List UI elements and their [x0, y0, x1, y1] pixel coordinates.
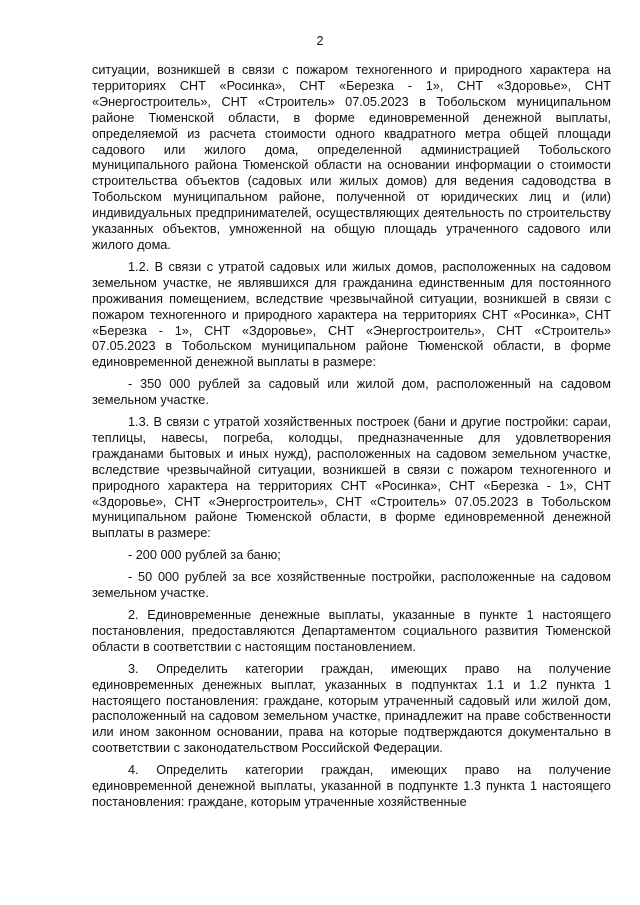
paragraph-2: 2. Единовременные денежные выплаты, указанные в пункте 1 настоящего постановления, предоставляются Департаментом социального развития Тюменской области в соответствии с настоящим постановлением.: [92, 608, 611, 654]
list-item-50000: - 50 000 рублей за все хозяйственные постройки, расположенные на садовом земельном участке.: [92, 570, 611, 601]
paragraph-continuation: ситуации, возникшей в связи с пожаром техногенного и природного характера на территориях СНТ «Росинка», СНТ «Березка - 1», СНТ «Здоровье», СНТ «Энергостроитель», СНТ «Строитель» 07.05.2023 в Тобольском муниципальном районе Тюменской области, в форме единовременной денежной выплаты, определяемой из расчета стоимости одного квадратного метра общей площади садового или жилого дома, определенной администрацией Тобольского муниципального района Тюменской области на основании информации о стоимости строительства объектов (садовых или жилых домов) для ведения садоводства в Тобольском муниципальном районе, полученной от юридических лиц и (или) индивидуальных предпринимателей, осуществляющих деятельность по строительству указанных объектов, умноженной на общую площадь утраченного садового или жилого дома.: [92, 63, 611, 252]
list-item-200000: - 200 000 рублей за баню;: [128, 548, 281, 563]
paragraph-1-3: 1.3. В связи с утратой хозяйственных построек (бани и другие постройки: сараи, теплицы, навесы, погреба, колодцы, предназначенные для удовлетворения гражданами бытовых и иных нужд), расположенных на садовом земельном участке, вследствие чрезвычайной ситуации, возникшей в связи с пожаром техногенного и природного характера на территориях СНТ «Росинка», СНТ «Березка - 1», СНТ «Здоровье», СНТ «Энергостроитель», СНТ «Строитель» 07.05.2023 в Тобольском муниципальном районе Тюменской области, в форме единовременной денежной выплаты в размере:: [92, 415, 611, 541]
page-number: 2: [316, 34, 324, 48]
paragraph-3: 3. Определить категории граждан, имеющих право на получение единовременных денежных выплат, указанных в подпунктах 1.1 и 1.2 пункта 1 настоящего постановления: граждане, которым утраченный садовый или жилой дом, расположенный на садовом земельном участке, принадлежит на праве собственности или ином законном основании, права на которые подтверждаются документально в соответствии с законодательством Российской Федерации.: [92, 661, 611, 756]
paragraph-4: 4. Определить категории граждан, имеющих право на получение единовременной денежной выплаты, указанной в подпункте 1.3 пункта 1 настоящего постановления: граждане, которым утраченные хозяйственные: [92, 763, 611, 809]
list-item-350000: - 350 000 рублей за садовый или жилой дом, расположенный на садовом земельном участке.: [92, 377, 611, 408]
paragraph-1-2: 1.2. В связи с утратой садовых или жилых домов, расположенных на садовом земельном участке, не являвшихся для гражданина единственным для постоянного проживания помещением, вследствие чрезвычайной ситуации, возникшей в связи с пожаром техногенного и природного характера на территориях СНТ «Росинка», СНТ «Березка - 1», СНТ «Здоровье», СНТ «Энергостроитель», СНТ «Строитель» 07.05.2023 в Тобольском муниципальном районе Тюменской области, в форме единовременной денежной выплаты в размере:: [92, 259, 611, 370]
document-body: [92, 63, 611, 817]
